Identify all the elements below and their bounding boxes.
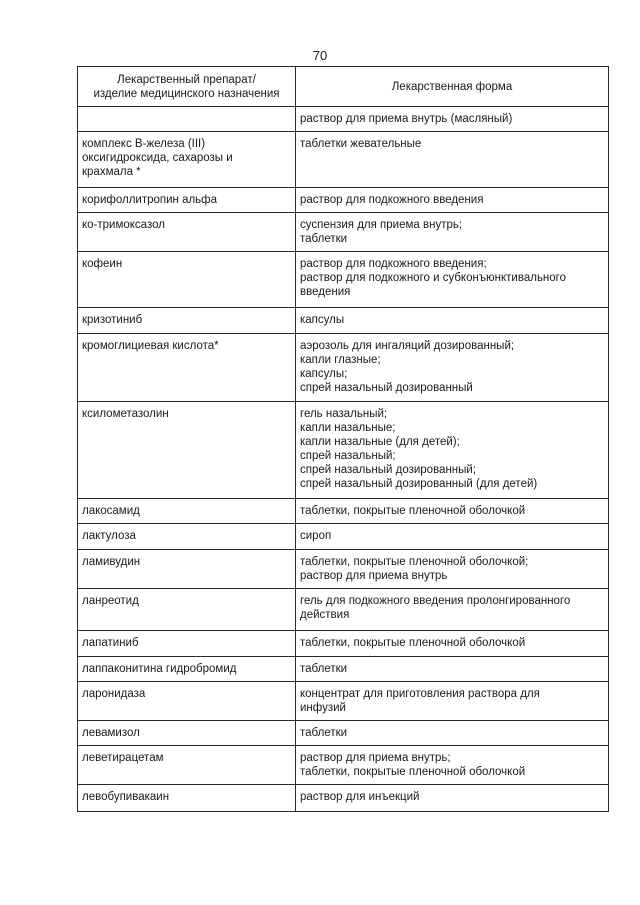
drug-name-cell: [78, 188, 296, 213]
dosage-form-line: раствор для приема внутрь: [300, 570, 448, 582]
dosage-form-line: таблетки, покрытые пленочной оболочкой: [300, 505, 526, 517]
drug-name-cell: [78, 132, 296, 188]
dosage-form-cell: [296, 213, 609, 252]
drug-name-cell: [78, 785, 296, 812]
table-row: [78, 132, 609, 188]
dosage-form-line: суспензия для приема внутрь;: [300, 219, 463, 231]
drug-name-line: комплекс В-железа (III): [82, 138, 206, 150]
drug-name-line: оксигидроксида, сахарозы и: [82, 152, 233, 164]
drug-name-line: крахмала *: [82, 166, 141, 178]
dosage-form-cell: [296, 550, 609, 589]
dosage-form-line: действия: [300, 609, 350, 621]
drug-name-line: кромоглициевая кислота*: [82, 340, 219, 352]
drug-name-cell: [78, 657, 296, 682]
drug-name-cell: [78, 746, 296, 785]
table-row: [78, 550, 609, 589]
dosage-form-line: раствор для подкожного введения: [300, 194, 484, 206]
dosage-form-cell: [296, 308, 609, 334]
drug-name-line: лакосамид: [82, 505, 140, 517]
header-drug-line: изделие медицинского назначения: [93, 87, 280, 100]
drug-name-line: кофеин: [82, 258, 123, 270]
table-row: [78, 252, 609, 308]
drug-name-cell: [78, 721, 296, 746]
dosage-form-line: таблетки, покрытые пленочной оболочкой: [300, 766, 526, 778]
dosage-form-line: спрей назальный;: [300, 450, 396, 462]
dosage-form-line: сироп: [300, 530, 332, 542]
drug-name-line: ксилометазолин: [82, 408, 169, 420]
table-row: [78, 682, 609, 721]
dosage-form-line: спрей назальный дозированный;: [300, 464, 477, 476]
drug-name-cell: [78, 631, 296, 657]
drug-name-cell: [78, 334, 296, 402]
table-row: [78, 308, 609, 334]
dosage-form-line: таблетки: [300, 233, 348, 245]
drug-name-line: лаппаконитина гидробромид: [82, 663, 237, 675]
table-header-row: [78, 67, 609, 107]
drug-name-line: ланреотид: [82, 595, 139, 607]
drug-name-cell: [78, 589, 296, 631]
dosage-form-line: таблетки жевательные: [300, 138, 422, 150]
dosage-form-cell: [296, 132, 609, 188]
dosage-form-line: гель назальный;: [300, 408, 388, 420]
drug-name-cell: [78, 550, 296, 589]
drug-name-line: ко-тримоксазол: [82, 219, 165, 231]
drug-name-cell: [78, 252, 296, 308]
header-drug: [78, 67, 296, 107]
dosage-form-line: введения: [300, 286, 351, 298]
drug-name-line: ларонидаза: [82, 688, 146, 700]
dosage-form-cell: [296, 682, 609, 721]
dosage-form-line: инфузий: [300, 702, 346, 714]
table-row: [78, 524, 609, 550]
dosage-form-cell: [296, 589, 609, 631]
dosage-form-cell: [296, 402, 609, 499]
table-row: [78, 402, 609, 499]
table-row: [78, 499, 609, 524]
dosage-form-cell: [296, 334, 609, 402]
dosage-form-cell: [296, 188, 609, 213]
drug-name-line: кризотиниб: [82, 314, 143, 326]
dosage-form-line: концентрат для приготовления раствора для: [300, 688, 540, 700]
dosage-form-cell: [296, 657, 609, 682]
drug-name-cell: [78, 107, 296, 132]
table-row: [78, 213, 609, 252]
dosage-form-cell: [296, 524, 609, 550]
drug-name-line: лактулоза: [82, 530, 136, 542]
drug-name-cell: [78, 682, 296, 721]
dosage-form-line: капли глазные;: [300, 354, 381, 366]
drug-name-line: леветирацетам: [82, 752, 164, 764]
dosage-form-line: спрей назальный дозированный (для детей): [300, 478, 538, 490]
dosage-form-cell: [296, 721, 609, 746]
table-row: [78, 334, 609, 402]
dosage-form-line: капсулы: [300, 314, 345, 326]
table-row: [78, 188, 609, 213]
dosage-form-cell: [296, 746, 609, 785]
dosage-form-line: капли назальные (для детей);: [300, 436, 460, 448]
table-row: [78, 657, 609, 682]
dosage-form-cell: [296, 252, 609, 308]
drug-name-cell: [78, 308, 296, 334]
dosage-form-cell: [296, 107, 609, 132]
dosage-form-line: раствор для подкожного и субконъюнктивального: [300, 272, 567, 284]
dosage-form-line: гель для подкожного введения пролонгированного: [300, 595, 571, 607]
table-row: [78, 746, 609, 785]
drug-name-cell: [78, 213, 296, 252]
dosage-form-line: спрей назальный дозированный: [300, 382, 473, 394]
header-form: [296, 67, 609, 107]
drug-name-line: левобупивакаин: [82, 791, 170, 803]
dosage-form-line: аэрозоль для ингаляций дозированный;: [300, 340, 515, 352]
drug-table: [77, 66, 609, 812]
page-number: 70: [312, 48, 328, 63]
table-row: [78, 631, 609, 657]
drug-name-cell: [78, 524, 296, 550]
dosage-form-line: раствор для приема внутрь;: [300, 752, 451, 764]
dosage-form-line: таблетки: [300, 663, 348, 675]
dosage-form-cell: [296, 631, 609, 657]
dosage-form-cell: [296, 785, 609, 812]
table-row: [78, 589, 609, 631]
dosage-form-line: капсулы;: [300, 368, 348, 380]
drug-name-line: корифоллитропин альфа: [82, 194, 218, 206]
dosage-form-cell: [296, 499, 609, 524]
dosage-form-line: раствор для приема внутрь (масляный): [300, 113, 513, 125]
header-form-line: Лекарственная форма: [391, 80, 513, 93]
drug-name-cell: [78, 499, 296, 524]
dosage-form-line: капли назальные;: [300, 422, 396, 434]
dosage-form-line: таблетки, покрытые пленочной оболочкой: [300, 637, 526, 649]
dosage-form-line: таблетки, покрытые пленочной оболочкой;: [300, 556, 529, 568]
table-row: [78, 107, 609, 132]
drug-name-line: ламивудин: [82, 556, 141, 568]
dosage-form-line: раствор для подкожного введения;: [300, 258, 487, 270]
drug-name-line: лапатиниб: [82, 637, 139, 649]
header-drug-line: Лекарственный препарат/: [117, 73, 256, 86]
table-row: [78, 721, 609, 746]
table-row: [78, 785, 609, 812]
dosage-form-line: раствор для инъекций: [300, 791, 420, 803]
drug-name-line: левамизол: [82, 727, 140, 739]
dosage-form-line: таблетки: [300, 727, 348, 739]
drug-name-cell: [78, 402, 296, 499]
